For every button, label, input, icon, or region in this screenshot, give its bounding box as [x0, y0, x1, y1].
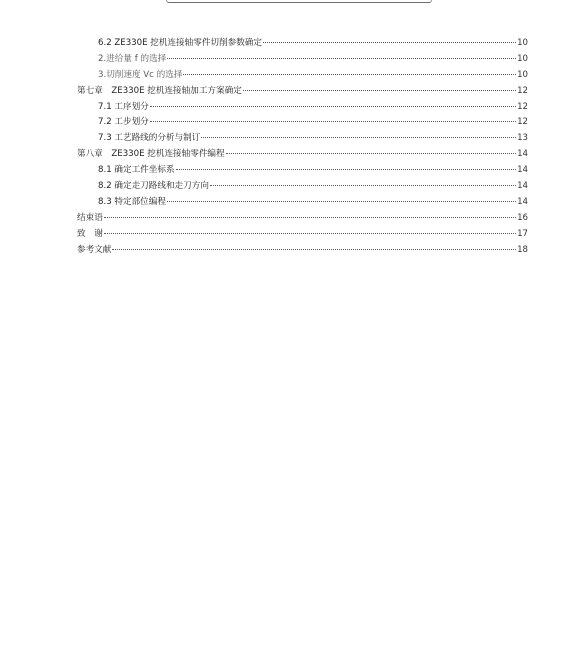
toc-entry-title: 致 谢 [77, 228, 103, 239]
toc-page-number: 10 [517, 53, 528, 64]
dot-leader [104, 217, 516, 218]
toc-entry-title: 7.2 工步划分 [98, 117, 149, 128]
toc-entry-title: 第七章 ZE330E 挖机连接轴加工方案确定 [77, 85, 242, 96]
dot-leader [263, 42, 516, 43]
toc-entry-title: 8.3 特定部位编程 [98, 196, 166, 207]
toc-entry-title: 结束语 [77, 212, 103, 223]
toc-entry-title: 8.1 确定工件坐标系 [98, 165, 175, 176]
toc-entry-title: 3.切削速度 Vc 的选择 [98, 69, 183, 80]
toc-entry-acknowledgements[interactable] [77, 227, 528, 243]
toc-entry-cutting-speed[interactable] [77, 68, 528, 84]
toc-page-number: 12 [517, 101, 528, 112]
toc-page-number: 17 [517, 228, 528, 239]
toc-page-number: 10 [517, 38, 528, 48]
toc-entry-title: 6.2 ZE330E 挖机连接轴零件切削参数确定 [98, 38, 262, 48]
toc-entry-chapter-7[interactable] [77, 84, 528, 100]
toc-entry-feed-rate[interactable] [77, 52, 528, 68]
toc-entry-title: 参考文献 [77, 244, 112, 255]
toc-entry-title: 8.2 确定走刀路线和走刀方向 [98, 181, 209, 192]
toc-entry-references[interactable] [77, 243, 528, 259]
toc-page-number: 16 [517, 212, 528, 223]
toc-entry-8-3[interactable] [77, 195, 528, 211]
toc-entry-7-1[interactable] [77, 100, 528, 116]
dot-leader [104, 233, 516, 234]
dot-leader [167, 58, 516, 59]
dot-leader [150, 106, 516, 107]
toc-page-number: 10 [517, 69, 528, 80]
toc-entry-7-2[interactable] [77, 115, 528, 131]
toc-entry-title: 7.3 工艺路线的分析与制订 [98, 133, 201, 144]
dot-leader [201, 137, 516, 138]
toc-page-number: 13 [517, 133, 528, 144]
toc-page-number: 12 [517, 117, 528, 128]
toc-entry-8-2[interactable] [77, 179, 528, 195]
toc-entry-8-1[interactable] [77, 163, 528, 179]
toc-page-number: 14 [517, 149, 528, 160]
toc-page-number: 14 [517, 181, 528, 192]
toc-entry-title: 2.进给量 f 的选择 [98, 53, 167, 64]
toc-page-number: 14 [517, 165, 528, 176]
dot-leader [183, 74, 516, 75]
dot-leader [112, 249, 516, 250]
dot-leader [150, 121, 516, 122]
dot-leader [226, 153, 516, 154]
dot-leader [243, 90, 516, 91]
dot-leader [167, 201, 516, 202]
toc-entry-title: 第八章 ZE330E 挖机连接轴零件编程 [77, 149, 225, 160]
page-top-edge [166, 0, 432, 3]
toc-entry-title: 7.1 工序划分 [98, 101, 149, 112]
toc-page-number: 12 [517, 85, 528, 96]
toc-page-number: 14 [517, 196, 528, 207]
dot-leader [210, 185, 516, 186]
toc-entry-6-2[interactable] [77, 36, 528, 52]
table-of-contents [77, 36, 528, 258]
toc-entry-7-3[interactable] [77, 131, 528, 147]
toc-entry-chapter-8[interactable] [77, 147, 528, 163]
toc-page-number: 18 [517, 244, 528, 255]
dot-leader [176, 169, 516, 170]
toc-entry-conclusion[interactable] [77, 211, 528, 227]
